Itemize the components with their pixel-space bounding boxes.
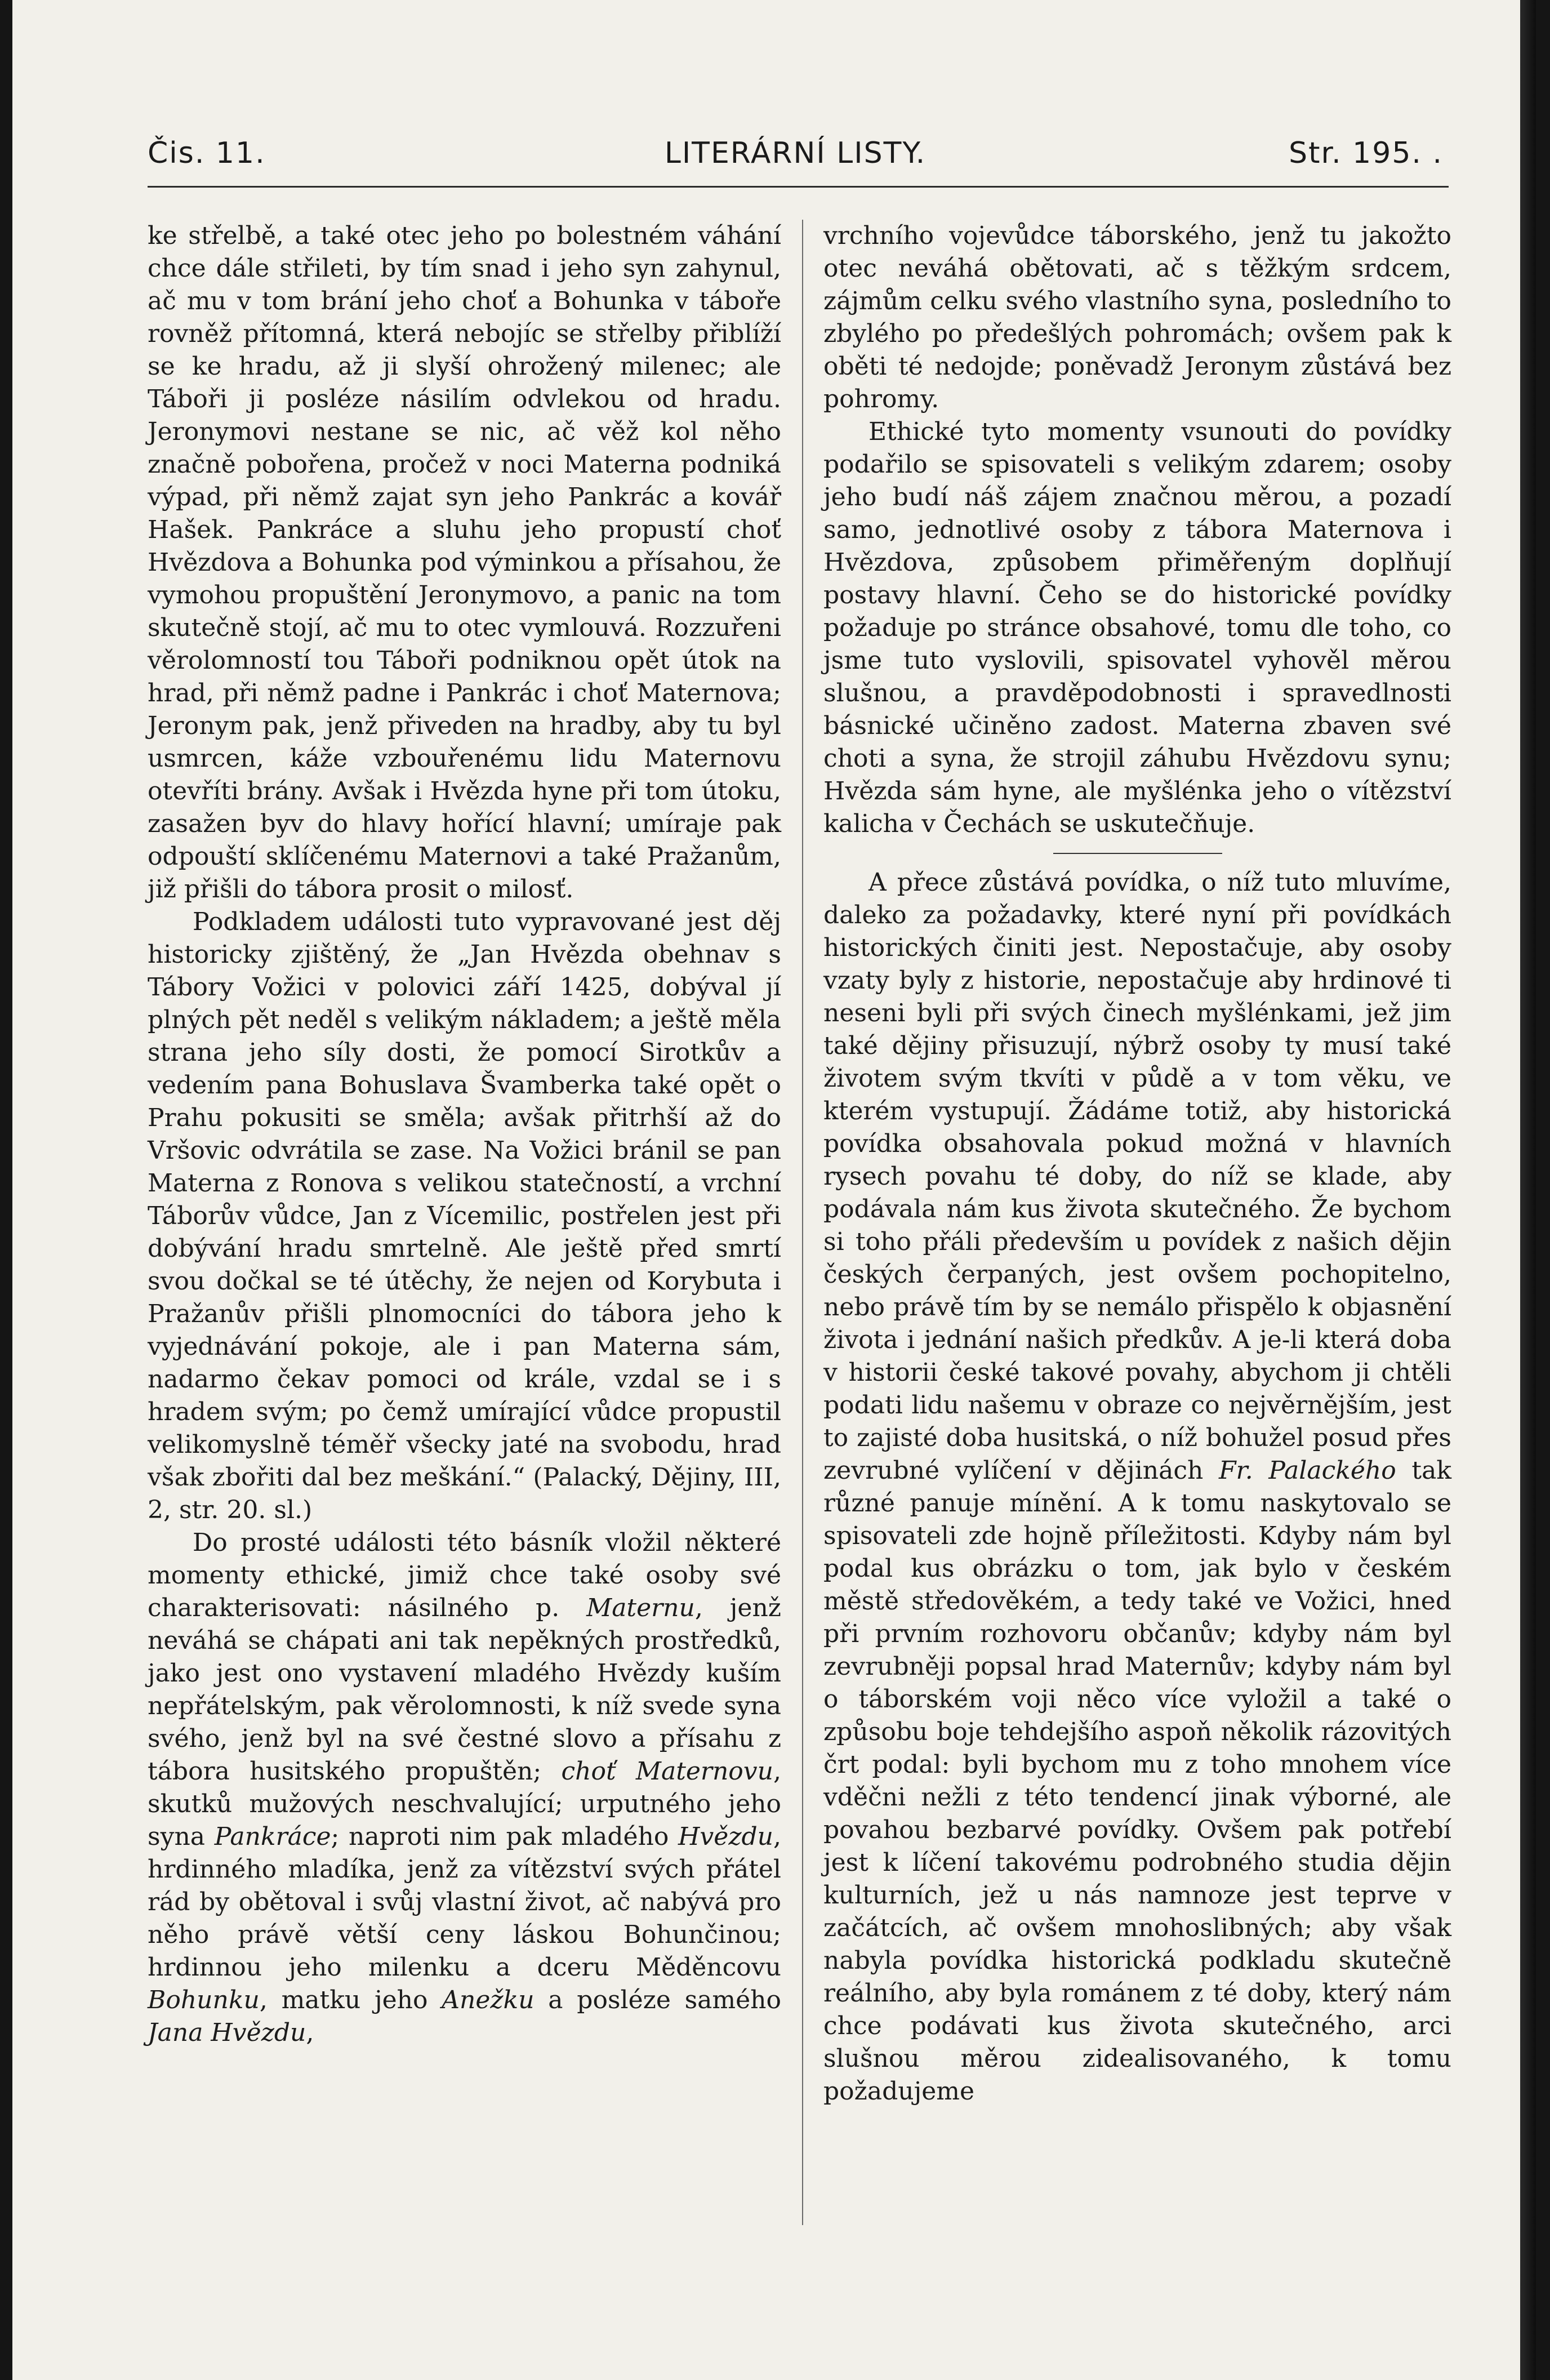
right-paragraph-1: vrchního vojevůdce táborského, jenž tu jakožto otec neváhá obětovati, ač s těžkým srdcem, zájmům celku svého vlastního syna, posledního to zbylého po předešlých pohromách; ovšem pak k oběti té nedojde; poněvadž Jeronym zůstává bez pohromy.: [823, 221, 1451, 413]
emphasis-hvezdu: Hvězdu: [678, 1822, 773, 1851]
text-run: A přece zůstává povídka, o níž tuto mluvíme, daleko za požadavky, které nyní při povídkách historických činiti jest. Nepostačuje, aby osoby vzaty byly z historie, nepostačuje aby hrdinové ti neseni byli při svých činech myšlénkami, jež jim také dějiny přisuzují, nýbrž osoby ty musí také životem svým tkvíti v půdě a v tom věku, ve kterém vystupují. Žádáme totiž, aby historická povídka obsahovala pokud možná v hlavních rysech povahu té doby, do níž se klade, aby podávala nám kus života skutečného. Že bychom si toho přáli především u povídek z našich dějin českých čerpaných, jest ovšem pochopitelno, nebo právě tím by se nemálo přispělo k objasnění života i jednání našich předkův. A je-li která doba v historii české takové povahy, abychom ji chtěli podati lidu našemu v obraze co nejvěrnějším, jest to zajisté doba husitská, o níž bohužel posud přes zevrubné vylíčení v dějinách: [823, 868, 1451, 1485]
emphasis-chot: choť Maternovu: [561, 1757, 773, 1786]
emphasis-palacky: Fr. Palackého: [1219, 1456, 1396, 1485]
text-run: , hrdinného mladíka, jenž za vítězství svých přátel rád by obětoval i svůj vlastní život, ač nabývá pro něho právě větší ceny láskou Bohunčinou; hrdinnou jeho milenku a dceru Měděncovu: [148, 1822, 781, 1982]
emphasis-anezku: Anežku: [442, 1986, 535, 2014]
page-header: [148, 136, 1443, 181]
text-run: , matku jeho: [259, 1986, 442, 2014]
column-divider: [802, 220, 803, 2225]
section-separator: [1053, 853, 1222, 854]
text-run: , skutků mužových neschvalující; urputného jeho syna: [148, 1757, 781, 1851]
text-run: ; naproti nim pak mladého: [331, 1822, 679, 1851]
text-run: a posléze samého: [534, 1986, 781, 2014]
left-paragraph-3: [148, 1527, 781, 2049]
right-column: [823, 220, 1451, 2108]
right-paragraph-2: Ethické tyto momenty vsunouti do povídky podařilo se spisovateli s velikým zdarem; osoby jeho budí náš zájem značnou měrou, a pozadí samo, jednotlivé osoby z tábora Maternova i Hvězdova, způsobem přiměřeným doplňují postavy hlavní. Čeho se do historické povídky požaduje po stránce obsahové, tomu dle toho, co jsme tuto vyslovili, spisovatel vyhověl měrou slušnou, a pravděpodobnosti i spravedlnosti básnické učiněno zadost. Materna zbaven své choti a syna, že strojil záhubu Hvězdovu synu; Hvězda sám hyne, ale myšlénka jeho o vítězství kalicha v Čechách se uskutečňuje.: [823, 417, 1451, 838]
newspaper-page: [12, 0, 1536, 2380]
text-run: , jenž neváhá se chápati ani tak nepěkných prostředků, jako jest ono vystavení mladého Hvězdy kuším nepřátelským, pak věrolomnosti, k níž svede syna svého, jenž byl na své čestné slovo a přísahu z tábora husitského propuštěn;: [148, 1594, 781, 1786]
left-column: [148, 220, 781, 2049]
emphasis-materna: Maternu: [586, 1594, 695, 1622]
text-run: ,: [306, 2018, 314, 2047]
text-run: Do prosté události této básník vložil některé momenty ethické, jimiž chce také osoby své charakterisovati: násilného p.: [148, 1528, 781, 1622]
page-edge-shadow: [1520, 0, 1536, 2380]
emphasis-bohunku: Bohunku: [148, 1986, 260, 2014]
text-run: tak různé panuje mínění. A k tomu naskytovalo se spisovateli zde hojně příležitosti. Kdyby nám byl podal kus obrázku o tom, jak bylo v českém městě středověkém, a tedy také ve Vožici, hned při prvním rozhovoru občanův; kdyby nám byl zevrubněji popsal hrad Maternův; kdyby nám byl o táborském voji něco více vyložil a také o způsobu boje tehdejšího aspoň několik rázovitých črt podal: byli bychom mu z toho mnohem více vděčni nežli z této tendencí jinak výborné, ale povahou bezbarvé povídky. Ovšem pak potřebí jest k líčení takovému podrobného studia dějin kulturních, jež u nás namnoze jest teprve v začátcích, ač ovšem mnohoslibných; aby však nabyla povídka historická podkladu skutečně reálního, aby byla románem z té doby, který nám chce podávati kus života skutečného, arci slušnou měrou zidealisovaného, k tomu požadujeme: [823, 1456, 1451, 2106]
emphasis-jana-hvezdu: Jana Hvězdu: [148, 2018, 306, 2047]
issue-number: Čis. 11.: [148, 136, 266, 170]
header-rule: [148, 186, 1449, 188]
right-paragraph-3: [823, 866, 1451, 2108]
left-paragraph-1: ke střelbě, a také otec jeho po bolestném váhání chce dále střileti, by tím snad i jeho syn zahynul, ač mu v tom brání jeho choť a Bohunka v táboře rovněž přítomná, která nebojíc se střelby přiblíží se ke hradu, až ji slyší ohrožený milenec; ale Táboři ji posléze násilím odvlekou od hradu. Jeronymovi nestane se nic, ač věž kol něho značně pobořena, pročež v noci Materna podniká výpad, při němž zajat syn jeho Pankrác a kovář Hašek. Pankráce a sluhu jeho propustí choť Hvězdova a Bohunka pod výminkou a přísahou, že vymohou propuštění Jeronymovo, a panic na tom skutečně stojí, ač mu to otec vymlouvá. Rozzuřeni věrolomností tou Táboři podniknou opět útok na hrad, při němž padne i Pankrác i choť Maternova; Jeronym pak, jenž přiveden na hradby, aby tu byl usmrcen, káže vzbouřenému lidu Maternovu otevříti brány. Avšak i Hvězda hyne při tom útoku, zasažen byv do hlavy hořící hlavní; umíraje pak odpouští sklíčenému Maternovi a také Pražanům, již přišli do tábora prosit o milosť.: [148, 221, 781, 904]
journal-title: LITERÁRNÍ LISTY.: [664, 136, 927, 170]
page-number: Str. 195. .: [1289, 136, 1443, 170]
emphasis-pankrace: Pankráce: [214, 1822, 331, 1851]
left-paragraph-2: Podkladem události tuto vypravované jest děj historicky zjištěný, že „Jan Hvězda obehnav s Tábory Vožici v polovici září 1425, dobýval jí plných pět neděl s velikým nákladem; a ještě měla strana jeho síly dosti, že pomocí Sirotkův a vedením pana Bohuslava Švamberka také opět o Prahu pokusiti se směla; avšak přitrhší až do Vršovic odvrátila se zase. Na Vožici bránil se pan Materna z Ronova s velikou statečností, a vrchní Táborův vůdce, Jan z Vícemilic, postřelen jest při dobývání hradu smrtelně. Ale ještě před smrtí svou dočkal se té útěchy, že nejen od Korybuta i Pražanův přišli plnomocníci do tábora jeho k vyjednávání pokoje, ale i pan Materna sám, nadarmo čekav pomoci od krále, vzdal se i s hradem svým; po čemž umírající vůdce propustil velikomyslně téměř všecky jaté na svobodu, hrad však zbořiti dal bez meškání.“ (Palacký, Dějiny, III, 2, str. 20. sl.): [148, 907, 781, 1524]
